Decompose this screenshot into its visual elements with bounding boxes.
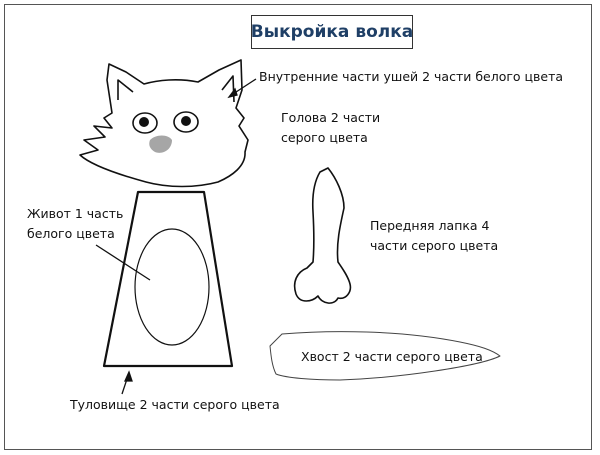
left-pupil (139, 117, 149, 127)
ears-label: Внутренние части ушей 2 части белого цвета (259, 69, 564, 84)
head-outline (80, 60, 248, 187)
front-paw (295, 168, 351, 303)
torso-leader-arrowhead (125, 372, 132, 381)
paw-label-line1: Передняя лапка 4 (370, 218, 490, 233)
head-label-line2: серого цвета (281, 130, 368, 145)
head-label-line1: Голова 2 части (281, 110, 381, 125)
torso-label: Туловище 2 части серого цвета (70, 397, 280, 412)
page-title: Выкройка волка (250, 22, 414, 42)
belly-label-line1: Живот 1 часть (27, 206, 124, 221)
belly-label-line2: белого цвета (27, 226, 115, 241)
right-pupil (181, 116, 191, 126)
paw-label-line2: части серого цвета (370, 238, 499, 253)
tail-label: Хвост 2 части серого цвета (301, 349, 483, 364)
wolf-head (80, 60, 248, 187)
belly-shape (135, 229, 209, 345)
